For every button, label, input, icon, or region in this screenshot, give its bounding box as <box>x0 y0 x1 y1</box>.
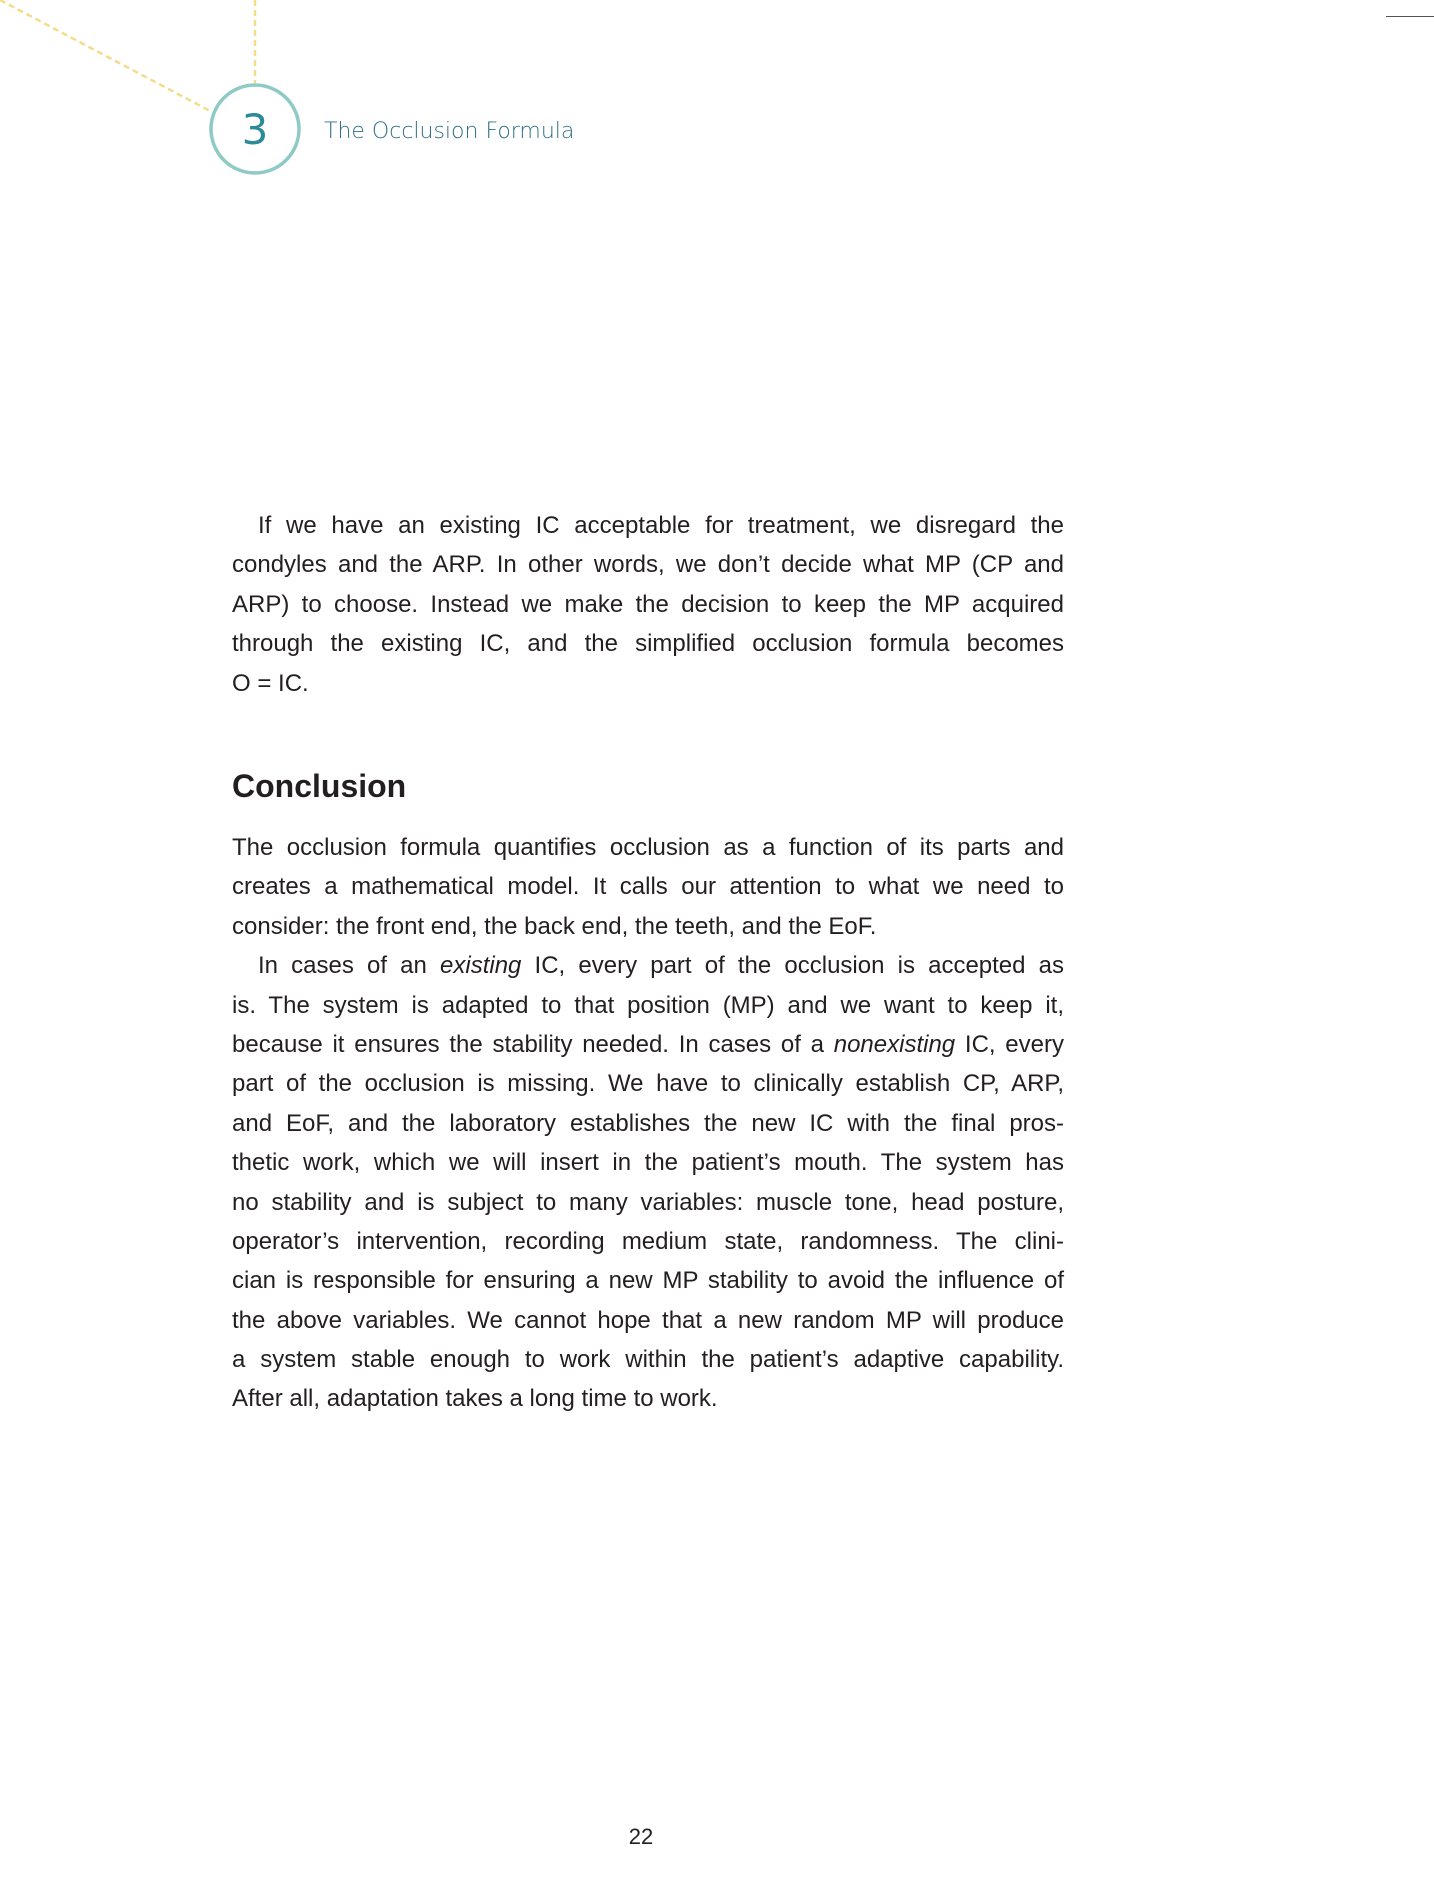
text-run: IC, every <box>955 1030 1064 1058</box>
text-line: consider: the front end, the back end, the teeth, and the EoF. <box>232 912 877 940</box>
text-line: the above variables. We cannot hope that a new random MP will produce <box>232 1306 1064 1334</box>
text-line: The occlusion formula quantifies occlusion as a function of its parts and <box>232 834 1064 861</box>
chapter-decoration <box>0 0 400 200</box>
text-run: In cases of an <box>258 952 441 980</box>
text-line: is. The system is adapted to that position (MP) and we want to keep it, <box>232 991 1064 1019</box>
text-line: creates a mathematical model. It calls our attention to what we need to <box>232 873 1064 901</box>
text-line: cian is responsible for ensuring a new MP stability to avoid the influence of <box>232 1267 1064 1295</box>
emphasis: nonexisting <box>833 1030 956 1058</box>
dashed-line-diagonal <box>0 0 212 112</box>
text-line: After all, adaptation takes a long time to work. <box>232 1385 718 1413</box>
chapter-number: 3 <box>241 104 269 154</box>
text-line: no stability and is subject to many variables: muscle tone, head posture, <box>232 1188 1064 1216</box>
text-line <box>232 1025 1064 1064</box>
text-line: thetic work, which we will insert in the patient’s mouth. The system has <box>232 1149 1064 1177</box>
text-line: a system stable enough to work within the patient’s adaptive capability. <box>232 1346 1064 1374</box>
text-line: ARP) to choose. Instead we make the decision to keep the MP acquired <box>232 590 1064 618</box>
text-line: and EoF, and the laboratory establishes the new IC with the final pros- <box>232 1109 1064 1137</box>
text-line: through the existing IC, and the simplified occlusion formula becomes <box>232 630 1064 658</box>
chapter-title: The Occlusion Formula <box>324 119 575 144</box>
paragraph-existing-ic <box>232 506 1064 703</box>
text-line: condyles and the ARP. In other words, we don’t decide what MP (CP and <box>232 551 1064 579</box>
emphasis: existing <box>440 952 522 980</box>
text-run: IC, every part of the occlusion is accepted as <box>521 952 1064 980</box>
page-number: 22 <box>628 1824 654 1849</box>
text-line <box>232 946 1064 985</box>
conclusion-body <box>232 828 1064 1419</box>
corner-rule <box>1386 16 1434 17</box>
text-line: operator’s intervention, recording medium state, randomness. The clini- <box>232 1227 1064 1255</box>
text-line: part of the occlusion is missing. We have to clinically establish CP, ARP, <box>232 1070 1064 1098</box>
conclusion-heading: Conclusion <box>232 768 407 804</box>
text-run: because it ensures the stability needed. In cases of a <box>232 1030 834 1058</box>
text-line: O = IC. <box>232 669 309 697</box>
text-line: If we have an existing IC acceptable for treatment, we disregard the <box>258 512 1064 539</box>
